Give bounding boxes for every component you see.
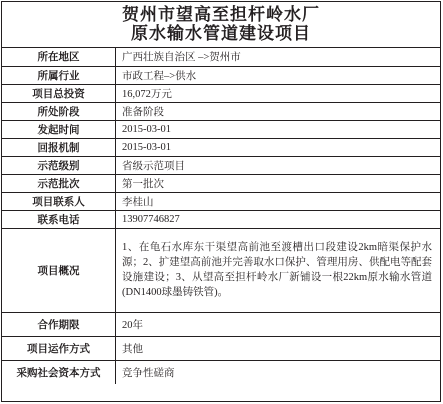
row-label: 采购社会资本方式: [2, 360, 116, 384]
row-label: 所处阶段: [2, 102, 116, 120]
table-row: [2, 138, 440, 156]
table-row: [2, 120, 440, 138]
row-label: 项目概况: [2, 228, 116, 312]
table-row: [2, 84, 440, 102]
project-info-sheet: [1, 1, 441, 402]
project-info-table: [2, 48, 440, 384]
row-value: 广西壮族自治区 –>贺州市: [122, 52, 241, 64]
table-row: [2, 102, 440, 120]
row-label: 示范批次: [2, 174, 116, 192]
table-row: [2, 210, 440, 228]
table-row: [2, 174, 440, 192]
row-value: 第一批次: [116, 174, 441, 192]
row-value: 2015-03-01: [116, 138, 441, 156]
row-label: 回报机制: [2, 138, 116, 156]
title-line-1: 贺州市望高至担杆岭水厂: [122, 4, 320, 25]
project-overview-text: 1、在龟石水库东干渠望高前池至渡槽出口段建设2km暗渠保护水源；2、扩建望高前池并完善取水口保护、管理用房、供配电等配套设施建设；3、从望高至担杆岭水厂新铺设一根22km原水输水管道(DN1400球墨铸铁管)。: [116, 228, 441, 312]
row-value: 市政工程–>供水: [116, 66, 441, 84]
table-row: [2, 336, 440, 360]
row-value: 李桂山: [116, 192, 441, 210]
row-label: 联系电话: [2, 210, 116, 228]
row-value: 2015-03-01: [116, 120, 441, 138]
document-title: [2, 2, 440, 48]
row-value: 13907746827: [116, 210, 441, 228]
table-row: [2, 228, 440, 312]
row-label: 所在地区: [2, 48, 116, 66]
row-value: 准备阶段: [116, 102, 441, 120]
table-row: [2, 66, 440, 84]
row-label: 示范级别: [2, 156, 116, 174]
row-value: 16,072万元: [116, 84, 441, 102]
row-label: 合作期限: [2, 312, 116, 336]
table-row: [2, 360, 440, 384]
row-label: 所属行业: [2, 66, 116, 84]
row-value: 其他: [116, 336, 441, 360]
row-label: 项目总投资: [2, 84, 116, 102]
title-line-2: 原水输水管道建设项目: [131, 23, 311, 44]
row-value: 省级示范项目: [116, 156, 441, 174]
table-row: [2, 48, 440, 66]
table-row: [2, 192, 440, 210]
row-label: 项目运作方式: [2, 336, 116, 360]
row-value: 竞争性磋商: [116, 360, 441, 384]
table-row: [2, 156, 440, 174]
row-label: 项目联系人: [2, 192, 116, 210]
row-value: 20年: [116, 312, 441, 336]
table-row: [2, 312, 440, 336]
row-label: 发起时间: [2, 120, 116, 138]
